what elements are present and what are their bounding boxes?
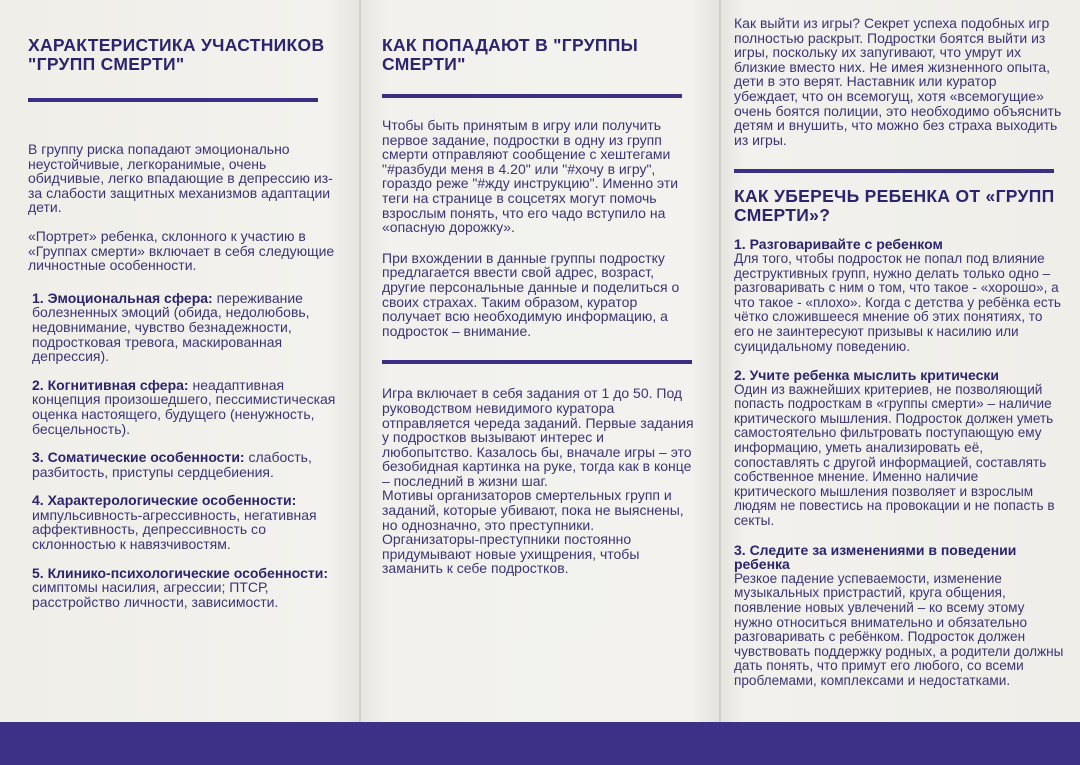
- trait-heading: 5. Клинико-психологические особенности:: [32, 564, 329, 581]
- footer-band: [0, 722, 1080, 765]
- panel-how-join: [360, 0, 720, 722]
- trait-heading: 3. Соматические особенности:: [32, 449, 245, 466]
- section-divider: [382, 360, 692, 364]
- panel-participants: [0, 0, 360, 722]
- advice-3-body: Резкое падение успеваемости, изменение музыкальных пристрастий, круга общения, появление новых увлечений – ко всему этому нужно относиться внимательно и обязательно разговаривать с ребёнком. Подросток должен чувствовать поддержку родных, а родители должны дать понять, что примут его любого, со всеми проблемами, комплексами и недостатками.: [734, 570, 1064, 688]
- protect-child-title: КАК УБЕРЕЧЬ РЕБЕНКА ОТ «ГРУПП СМЕРТИ»?: [734, 186, 1055, 226]
- trait-text: импульсивность-агрессивность, негативная аффективность, депрессивность со склонностью к навязчивостям.: [32, 506, 317, 553]
- personal-data-paragraph: При вхождении в данные группы подростку предлагается ввести свой адрес, возраст, другие персональные данные и поделиться о своих страхах. Таким образом, куратор получает всю необходимую информацию, а подросток – внимание.: [382, 249, 680, 339]
- title-divider: [28, 98, 318, 102]
- advice-3-heading: 3. Следите за изменениями в поведении ребенка: [734, 541, 1017, 573]
- advice-1-body: Для того, чтобы подросток не попал под влияние деструктивных групп, нужно делать только одно – разговаривать с ним о том, что такое - «хорошо», а что такое - «плохо». Когда с детства у ребёнка есть чётко сложившееся мнение об этих понятиях, то его не заинтересуют призывы к насилию или суицидальному поведению.: [734, 250, 1062, 354]
- risk-group-paragraph: В группу риска попадают эмоционально неустойчивые, легкоранимые, очень обидчивые, легко впадающие в депрессию из-за слабости защитных механизмов адаптации дети.: [28, 141, 333, 216]
- panel-protect-child: [720, 0, 1080, 722]
- trait-heading: 4. Характерологические особенности:: [32, 492, 297, 509]
- trait-heading: 2. Когнитивная сфера:: [32, 376, 189, 393]
- trait-text: слабость, разбитость, приступы сердцебиения.: [32, 449, 312, 480]
- exit-game-paragraph: Как выйти из игры? Секрет успеха подобных игр полностью раскрыт. Подростки боятся выйти из игры, поскольку их запугивают, что умрут их близкие вместо них. Не имея жизненного опыта, дети в это верят. Наставник или куратор убеждает, что он всемогущ, хотя «всемогущие» очень боятся полиции, это необходимо объяснить детям и внушить, что можно без страха выходить из игры.: [734, 15, 1062, 148]
- participants-title: ХАРАКТЕРИСТИКА УЧАСТНИКОВ "ГРУПП СМЕРТИ": [28, 35, 325, 74]
- trait-cognitive: [28, 378, 338, 436]
- organizers-paragraph: Мотивы организаторов смертельных групп и заданий, которые убивают, пока не выяснены, но однозначно, это преступники. Организаторы-преступники постоянно придумывают новые ухищрения, чтобы заманить к себе подростков.: [382, 487, 684, 577]
- trait-heading: 1. Эмоциональная сфера:: [32, 289, 213, 306]
- trait-text: переживание болезненных эмоций (обида, недолюбовь, недовнимание, чувство безнадежности, подростковая тревога, маскированная депрессия).: [32, 289, 310, 365]
- portrait-paragraph: «Портрет» ребенка, склонного к участию в «Группах смерти» включает в себя следующие личностные особенности.: [28, 227, 335, 274]
- game-tasks-paragraph: Игра включает в себя задания от 1 до 50. Под руководством невидимого куратора отправляется череда заданий. Первые задания у подростков вызывают интерес и любопытство. Казалось бы, вначале игры – это безобидная картинка на руке, тогда как в конце – последний в жизни шаг.: [382, 385, 694, 489]
- trait-clinical: [28, 566, 338, 610]
- trait-somatic: [28, 450, 338, 479]
- trait-text: симптомы насилия, агрессии; ПТСР, расстройство личности, зависимости.: [32, 579, 279, 610]
- hashtag-paragraph: Чтобы быть принятым в игру или получить первое задание, подростки в одну из групп смерти отправляют сообщение с хештегами "#разбуди меня в 4.20" или "#хочу в игру", гораздо реже "#жду инструкцию". Именно эти теги на странице в соцсетях могут помочь взрослым понять, что его чадо вступило на «опасную дорожку».: [382, 117, 679, 236]
- advice-1-title: Разговаривайте с ребенком: [749, 236, 943, 253]
- advice-2-heading: 2. Учите ребенка мыслить критически: [734, 367, 999, 384]
- advice-1-number: 1.: [734, 236, 750, 253]
- trait-emotional: [28, 291, 338, 364]
- trait-characterological: [28, 493, 338, 551]
- trait-text: неадаптивная концепция произошедшего, пессимистическая оценка настоящего, будущего (ненужность, бесцельность).: [32, 376, 336, 437]
- title-divider: [382, 94, 682, 98]
- section-divider: [734, 169, 1054, 173]
- advice-2-body: Один из важнейших критериев, не позволяющий попасть подросткам в «группы смерти» – наличие критического мышления. Подросток должен уметь самостоятельно фильтровать поступающую ему информацию, уметь анализировать её, сопоставлять с другой информацией, составлять собственное мнение. Именно наличие критического мышления позволяет и взрослым людям не повестись на провокации и не попасть в секты.: [734, 381, 1055, 529]
- how-join-title: КАК ПОПАДАЮТ В "ГРУППЫ СМЕРТИ": [382, 35, 639, 74]
- advice-1-heading: [734, 237, 1064, 252]
